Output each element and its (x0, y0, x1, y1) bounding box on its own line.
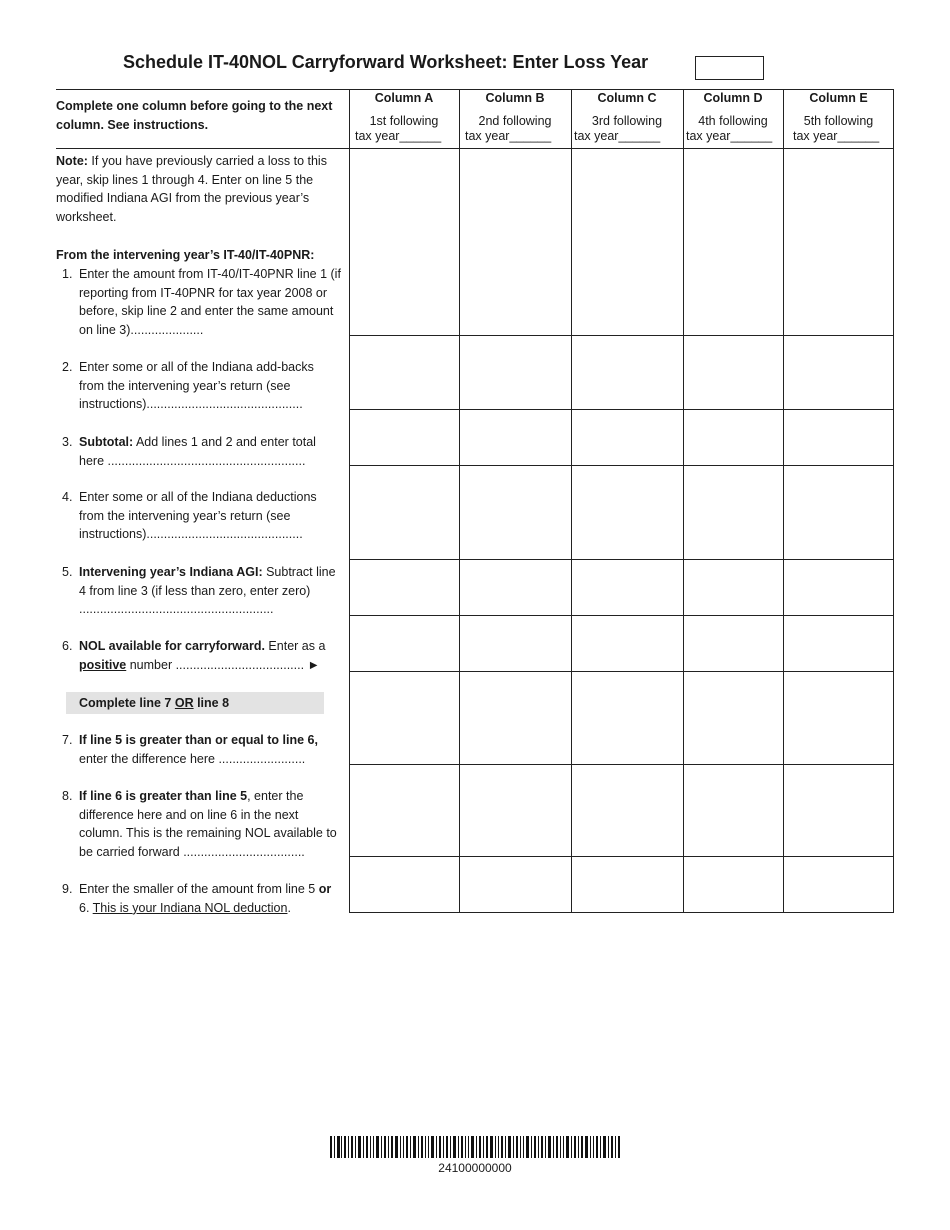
line-bold: Intervening year’s Indiana AGI: (79, 565, 263, 579)
line-text: Subtract line 4 from line 3 (if less than zero, enter zero) ........................................................ (79, 565, 336, 617)
loss-year-input[interactable] (695, 56, 764, 80)
line-underline: positive (79, 657, 127, 672)
line-number: 9. (62, 882, 73, 896)
column-tax-year: tax year______ (465, 129, 552, 143)
line-bold: Subtotal: (79, 435, 134, 449)
line-text: enter the difference here ......................... (79, 751, 306, 766)
barcode-image (330, 1136, 620, 1158)
line-number: 7. (62, 733, 73, 747)
intervening-heading: From the intervening year’s IT-40/IT-40PNR: (56, 248, 315, 262)
left-divider (56, 148, 349, 149)
barcode-number: 24100000000 (438, 1161, 512, 1175)
line-number: 3. (62, 435, 73, 449)
line-number: 2. (62, 360, 73, 374)
note-label: Note: (56, 154, 88, 168)
line-text-end: number ..................................... ► (126, 657, 320, 672)
page-title: Schedule IT-40NOL Carryforward Worksheet: Enter Loss Year (123, 52, 649, 72)
grid-vline (893, 89, 894, 913)
column-sub: 5th following (803, 114, 874, 128)
grid-hline (349, 764, 894, 765)
line-bold: If line 5 is greater than or equal to line 6, (79, 733, 318, 747)
line-number: 4. (62, 490, 73, 504)
grid-vline (783, 89, 784, 913)
line-text: Add lines 1 and 2 and enter total here ......................................................... (79, 435, 316, 468)
complete-line-7-or-8-banner (66, 692, 324, 714)
line-text-end: . (287, 900, 291, 915)
line-underline: This is your Indiana NOL deduction (92, 900, 288, 915)
note-block (56, 152, 342, 227)
line-text: , enter the difference here and on line 6 in the next column. This is the remaining NOL available to be carried forward ................................... (79, 789, 337, 860)
banner-text: Complete line 7 (79, 696, 175, 710)
line-text: Enter the amount from IT-40/IT-40PNR line 1 (if reporting from IT-40PNR for tax year 2008 or before, skip line 2 and enter the same amount on line 3)..................... (79, 267, 341, 338)
line-text: Enter some or all of the Indiana deductions from the intervening year’s return (see instructions)............................................. (79, 490, 317, 542)
line-5 (56, 563, 342, 619)
line-4 (56, 488, 342, 544)
line-9 (56, 880, 342, 917)
grid-hline (349, 559, 894, 560)
column-tax-year: tax year______ (574, 129, 661, 143)
grid-hline (349, 912, 894, 913)
column-sub: 3rd following (591, 114, 663, 128)
note-text: If you have previously carried a loss to this year, skip lines 1 through 4. Enter on line 5 the modified Indiana AGI from the previous year’s worksheet. (56, 154, 327, 225)
line-1 (56, 265, 342, 340)
line-number: 1. (62, 267, 73, 281)
column-tax-year: tax year______ (355, 129, 442, 143)
grid-hline (349, 148, 894, 149)
banner-or: OR (174, 696, 194, 710)
grid-vline (349, 89, 350, 913)
line-6 (56, 637, 344, 674)
line-text: Enter some or all of the Indiana add-backs from the intervening year’s return (see instructions)............................................. (79, 360, 314, 412)
grid-hline (349, 335, 894, 336)
column-name: Column D (703, 91, 763, 105)
column-name: Column A (374, 91, 434, 105)
line-number: 5. (62, 565, 73, 579)
line-number: 8. (62, 789, 73, 803)
entry-grid (349, 89, 894, 913)
column-sub: 4th following (698, 114, 768, 128)
line-7 (56, 731, 342, 768)
grid-hline (349, 615, 894, 616)
grid-hline (349, 465, 894, 466)
line-number: 6. (62, 639, 73, 653)
line-bold: or (318, 882, 332, 896)
intro-instructions: Complete one column before going to the next column. See instructions. (56, 99, 333, 132)
column-tax-year: tax year______ (686, 129, 773, 143)
column-sub: 2nd following (478, 114, 552, 128)
line-bold: NOL available for carryforward. (79, 639, 265, 653)
column-sub: 1st following (369, 114, 439, 128)
column-name: Column B (485, 91, 545, 105)
column-name: Column E (809, 91, 868, 105)
column-tax-year: tax year______ (793, 129, 880, 143)
line-8 (56, 787, 342, 862)
grid-vline (683, 89, 684, 913)
grid-hline (349, 409, 894, 410)
line-bold: If line 6 is greater than line 5 (79, 789, 248, 803)
line-text: Enter as a (264, 639, 326, 653)
grid-hline (349, 671, 894, 672)
line-text: Enter the smaller of the amount from line 5 (79, 882, 319, 896)
grid-vline (459, 89, 460, 913)
grid-vline (571, 89, 572, 913)
line-3 (56, 433, 342, 470)
column-name: Column C (597, 91, 657, 105)
line-text-mid: 6. (79, 900, 93, 915)
grid-hline (349, 856, 894, 857)
banner-text-end: line 8 (193, 696, 230, 710)
line-2 (56, 358, 342, 414)
